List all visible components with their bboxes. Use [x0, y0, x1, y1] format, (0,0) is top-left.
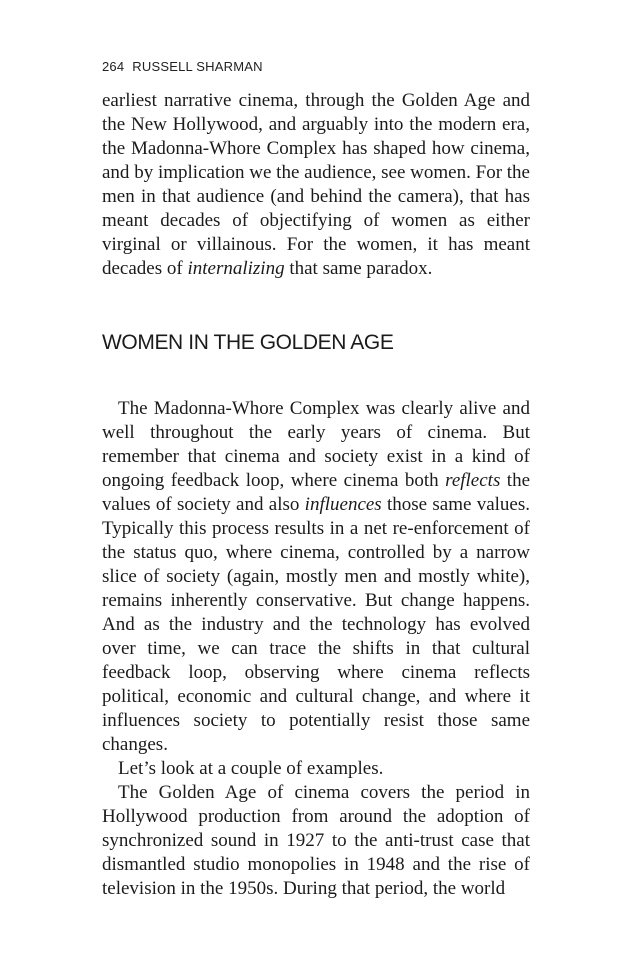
page-number: 264 — [102, 59, 125, 74]
intro-text-b: that same paradox. — [284, 258, 433, 279]
paragraph-3: The Golden Age of cinema covers the period in Hollywood production from around the adoption of synchronized sound in 1927 to the anti-trust case that dismantled studio monopolies in 1948 and the rise of television in the 1950s. During that period, the world — [102, 782, 530, 899]
paragraph-1-emphasis-reflects: reflects — [445, 470, 501, 491]
paragraph-1-text-a: The Madonna-Whore Complex was clearly alive and well throughout the early years of cinema. But remember that cinema and society exist in a kind of ongoing feedback loop, where cinema both — [102, 398, 530, 491]
intro-emphasis: internalizing — [187, 258, 285, 279]
paragraph-1-text-b: the values of society and also — [102, 470, 531, 515]
intro-text-a: earliest narrative cinema, through the Golden Age and the New Hollywood, and arguably into the modern era, the Madonna-Whore Complex has shaped how cinema, and by implication we the audience, see women. For the men in that audience (and behind the camera), that has meant decades of objectifying of women as either virginal or villainous. For the women, it has meant decades of — [102, 90, 530, 279]
intro-paragraph — [102, 89, 530, 281]
section-body — [102, 397, 530, 901]
running-header — [102, 59, 263, 74]
paragraph-1-emphasis-influences: influences — [304, 494, 382, 515]
section-heading: WOMEN IN THE GOLDEN AGE — [102, 331, 394, 354]
paragraph-2: Let’s look at a couple of examples. — [118, 758, 384, 779]
paragraph-1-text-c: those same values. Typically this process results in a net re-enforcement of the status quo, where cinema, controlled by a narrow slice of society (again, mostly men and mostly white), remains inherently conservative. But change happens. And as the industry and the technology has evolved over time, we can trace the shifts in that cultural feedback loop, observing where cinema reflects political, economic and cultural change, and where it influences society to potentially resist those same changes. — [102, 494, 530, 755]
paragraph-1 — [102, 397, 530, 757]
author-name: RUSSELL SHARMAN — [132, 59, 263, 74]
